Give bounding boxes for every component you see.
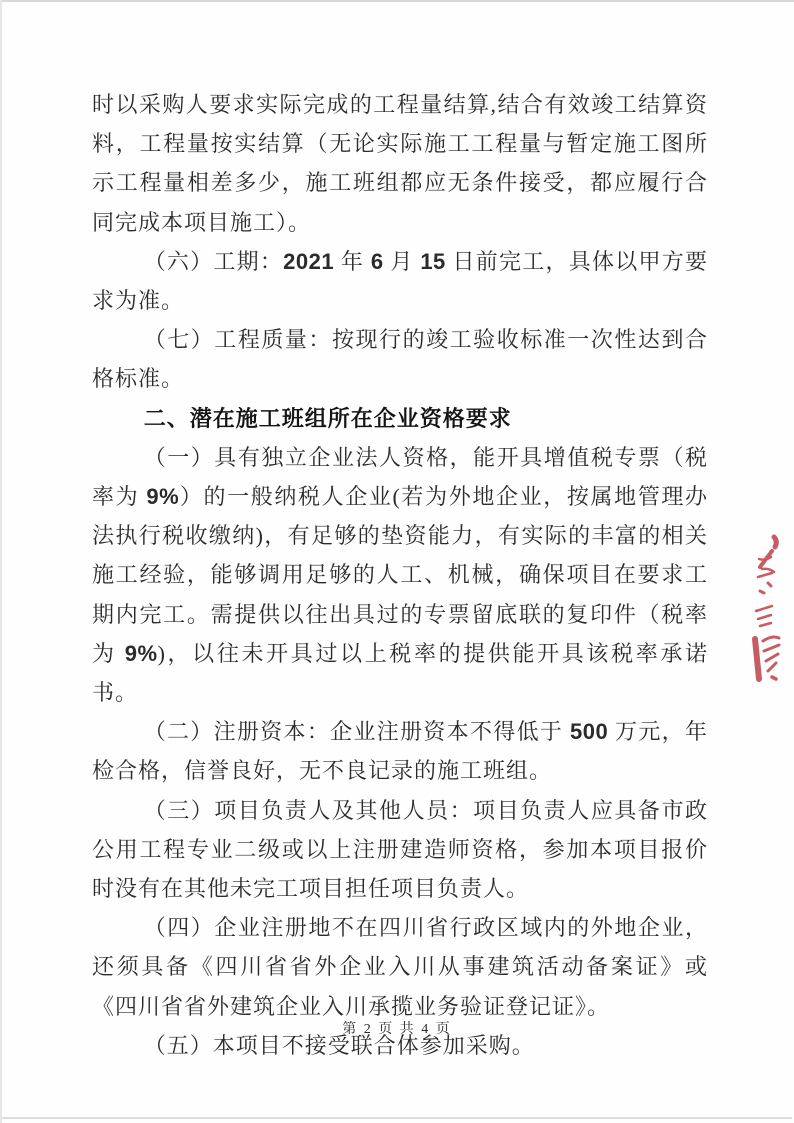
text-segment: )，以往未开具过以上税率的提供能开具该税率承诺书。 — [92, 640, 708, 706]
paragraph — [92, 438, 708, 712]
paragraph — [92, 85, 708, 242]
text-segment: 500 — [570, 719, 609, 745]
scan-edge-bottom — [2, 1117, 792, 1119]
red-stamp-fragment-icon — [750, 533, 784, 683]
text-segment: （七）工程质量：按现行的竣工验收标准一次性达到合格标准。 — [92, 327, 708, 392]
text-segment: 时以采购人要求实际完成的工程量结算,结合有效竣工结算资料，工程量按实结算（无论实际施工工程量与暂定施工图所示工程量相差多少，施工班组都应无条件接受，都应履行合同完成本项目施工）。 — [92, 92, 708, 235]
text-segment: 二、潜在施工班组所在企业资格要求 — [143, 405, 512, 431]
text-segment: 万元，年检合格，信誉良好，无不良记录的施工班组。 — [92, 719, 708, 784]
text-segment: 2021 — [283, 248, 335, 274]
text-segment: 9% — [146, 484, 180, 510]
text-segment: 9% — [124, 640, 158, 666]
paragraph — [92, 320, 708, 398]
text-segment: 6 — [370, 248, 384, 274]
text-segment: 15 — [420, 248, 446, 274]
paragraph — [92, 908, 708, 1026]
scan-edge-left — [0, 0, 2, 1123]
text-segment: ）的一般纳税人企业(若为外地企业，按属地管理办法执行税收缴纳)，有足够的垫资能力，有实际的丰富的相关施工经验，能够调用足够的人工、机械，确保项目在要求工期内完工。需提供以往出具过的专票留底联的复印件（税率为 — [92, 484, 708, 666]
text-segment: （三）项目负责人及其他人员：项目负责人应具备市政公用工程专业二级或以上注册建造师资格，参加本项目报价时没有在其他未完工项目担任项目负责人。 — [92, 797, 708, 902]
text-segment: （一）具有独立企业法人资格，能开具增值税专票（税率为 — [92, 444, 708, 510]
section-heading — [92, 399, 708, 438]
text-segment: （五）本项目不接受联合体参加采购。 — [143, 1032, 535, 1058]
text-segment: （四）企业注册地不在四川省行政区域内的外地企业，还须具备《四川省省外企业入川从事建筑活动备案证》或《四川省省外建筑企业入川承揽业务验证登记证》。 — [92, 915, 708, 1019]
paragraph — [92, 242, 708, 320]
paragraph — [92, 712, 708, 790]
scan-edge-top — [0, 0, 794, 2]
text-segment: 年 — [334, 248, 371, 274]
document-body — [92, 85, 708, 1065]
text-segment: （六）工期： — [143, 248, 284, 274]
text-segment: 日前完工，具体以甲方要求为准。 — [92, 248, 708, 314]
text-segment: 月 — [383, 248, 421, 274]
paragraph — [92, 791, 708, 909]
text-segment: （二）注册资本：企业注册资本不得低于 — [143, 719, 571, 745]
page-number: 第 2 页 共 4 页 — [342, 1022, 452, 1037]
